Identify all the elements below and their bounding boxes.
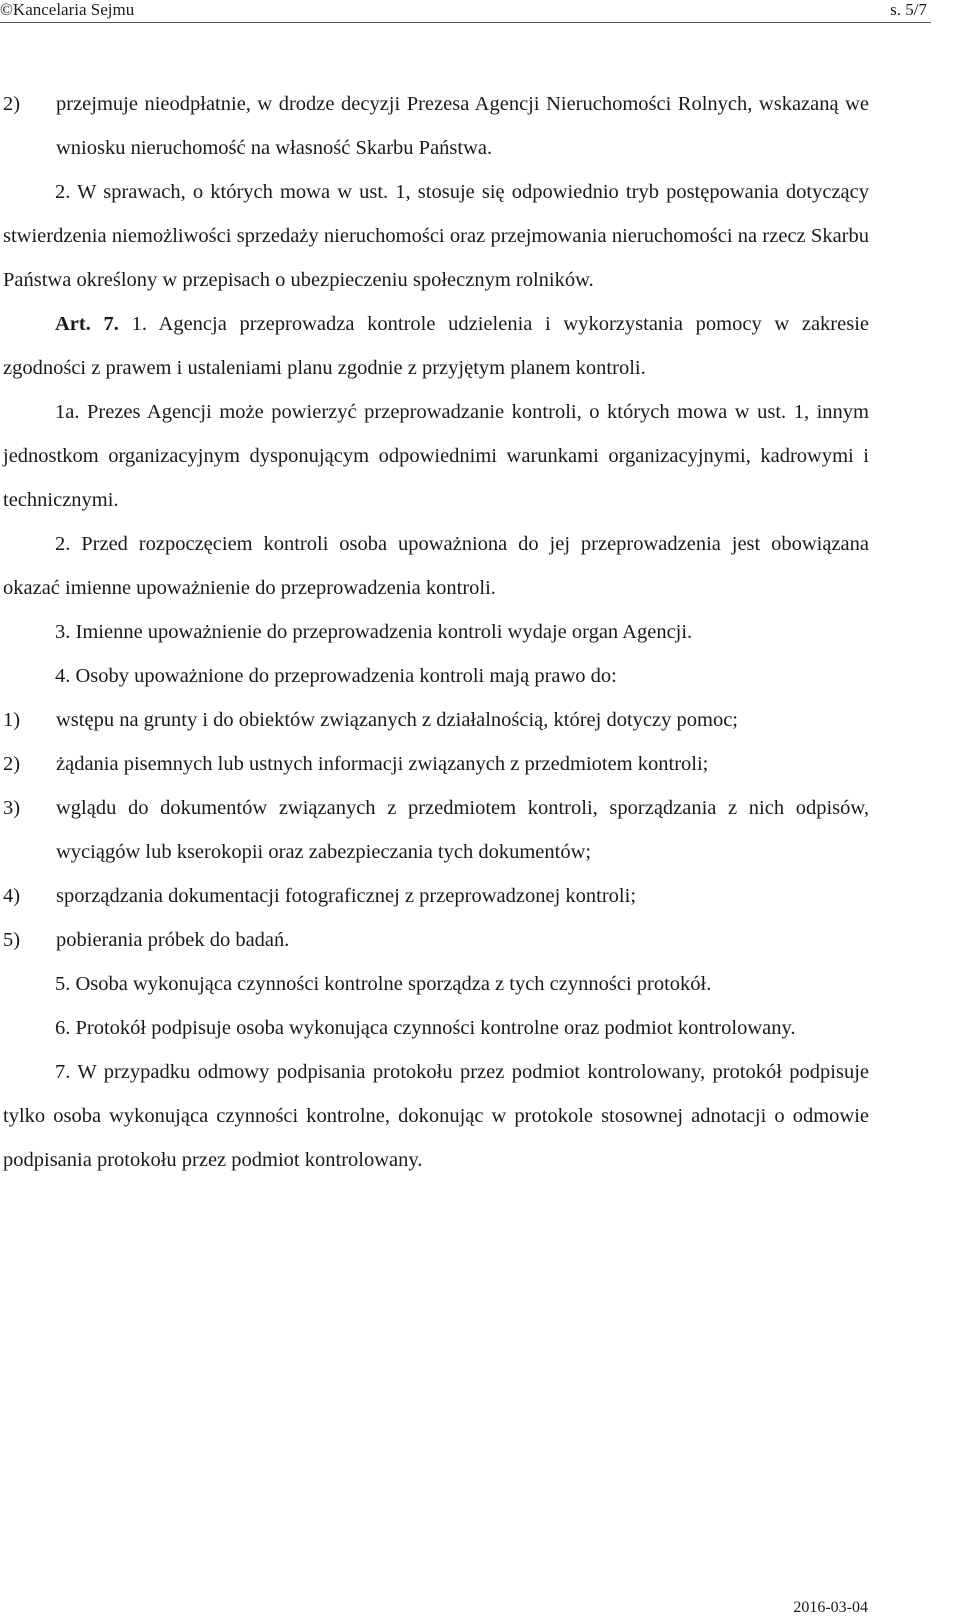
list-item-number: 2) bbox=[3, 753, 21, 775]
paragraph-7: 7. W przypadku odmowy podpisania protokołu przez podmiot kontrolowany, protokół podpisuje tylko osoba wykonująca czynności kontrolne, dokonując w protokole stosownej adnotacji o odmowie podpisania protokołu przez podmiot kontrolowany. bbox=[3, 1061, 869, 1171]
list-item bbox=[3, 918, 869, 962]
paragraph-1a: 1a. Prezes Agencji może powierzyć przeprowadzanie kontroli, o których mowa w ust. 1, innym jednostkom organizacyjnym dysponującym odpowiednimi warunkami organizacyjnymi, kadrowymi i technicznymi. bbox=[3, 401, 869, 511]
footer-date: 2016-03-04 bbox=[793, 1599, 868, 1616]
list-item-number: 2) bbox=[3, 93, 21, 115]
article-7-heading: Art. 7. bbox=[55, 313, 119, 335]
paragraph-2b: 2. Przed rozpoczęciem kontroli osoba upoważniona do jej przeprowadzenia jest obowiązana okazać imienne upoważnienie do przeprowadzenia kontroli. bbox=[3, 533, 869, 599]
page-header bbox=[0, 0, 931, 23]
list-item bbox=[3, 786, 869, 874]
list-item bbox=[3, 82, 869, 170]
paragraph-2: 2. W sprawach, o których mowa w ust. 1, stosuje się odpowiednio tryb postępowania dotyczący stwierdzenia niemożliwości sprzedaży nieruchomości oraz przejmowania nieruchomości na rzecz Skarbu Państwa określony w przepisach o ubezpieczeniu społecznym rolników. bbox=[3, 181, 869, 291]
paragraph-3: 3. Imienne upoważnienie do przeprowadzenia kontroli wydaje organ Agencji. bbox=[55, 621, 693, 643]
list-item-text: sporządzania dokumentacji fotograficznej z przeprowadzonej kontroli; bbox=[56, 885, 637, 907]
list-item-number: 5) bbox=[3, 929, 21, 951]
paragraph-4: 4. Osoby upoważnione do przeprowadzenia kontroli mają prawo do: bbox=[55, 665, 617, 687]
list-item-number: 4) bbox=[3, 885, 21, 907]
list-item-number: 3) bbox=[3, 797, 21, 819]
article-7-paragraph-1 bbox=[3, 302, 869, 390]
article-7-text: 1. Agencja przeprowadza kontrole udzielenia i wykorzystania pomocy w zakresie zgodności z prawem i ustaleniami planu zgodnie z przyjętym planem kontroli. bbox=[3, 313, 870, 379]
list-item-number: 1) bbox=[3, 709, 21, 731]
list-item bbox=[3, 742, 869, 786]
list-item-text: wstępu na grunty i do obiektów związanych z działalnością, której dotyczy pomoc; bbox=[56, 709, 738, 731]
list-item-text: żądania pisemnych lub ustnych informacji związanych z przedmiotem kontroli; bbox=[56, 753, 709, 775]
paragraph-5: 5. Osoba wykonująca czynności kontrolne sporządza z tych czynności protokół. bbox=[55, 973, 712, 995]
paragraph-6: 6. Protokół podpisuje osoba wykonująca czynności kontrolne oraz podmiot kontrolowany. bbox=[55, 1017, 796, 1039]
list-item bbox=[3, 698, 869, 742]
list-item-text: pobierania próbek do badań. bbox=[56, 929, 290, 951]
list-item-text: wglądu do dokumentów związanych z przedmiotem kontroli, sporządzania z nich odpisów, wyciągów lub kserokopii oraz zabezpieczania tych dokumentów; bbox=[56, 797, 869, 863]
copyright-label: ©Kancelaria Sejmu bbox=[0, 0, 135, 19]
list-item bbox=[3, 874, 869, 918]
list-item-text: przejmuje nieodpłatnie, w drodze decyzji Prezesa Agencji Nieruchomości Rolnych, wskazaną we wniosku nieruchomość na własność Skarbu Państwa. bbox=[56, 93, 869, 159]
page-number: s. 5/7 bbox=[890, 0, 927, 19]
document-body bbox=[3, 82, 869, 1182]
